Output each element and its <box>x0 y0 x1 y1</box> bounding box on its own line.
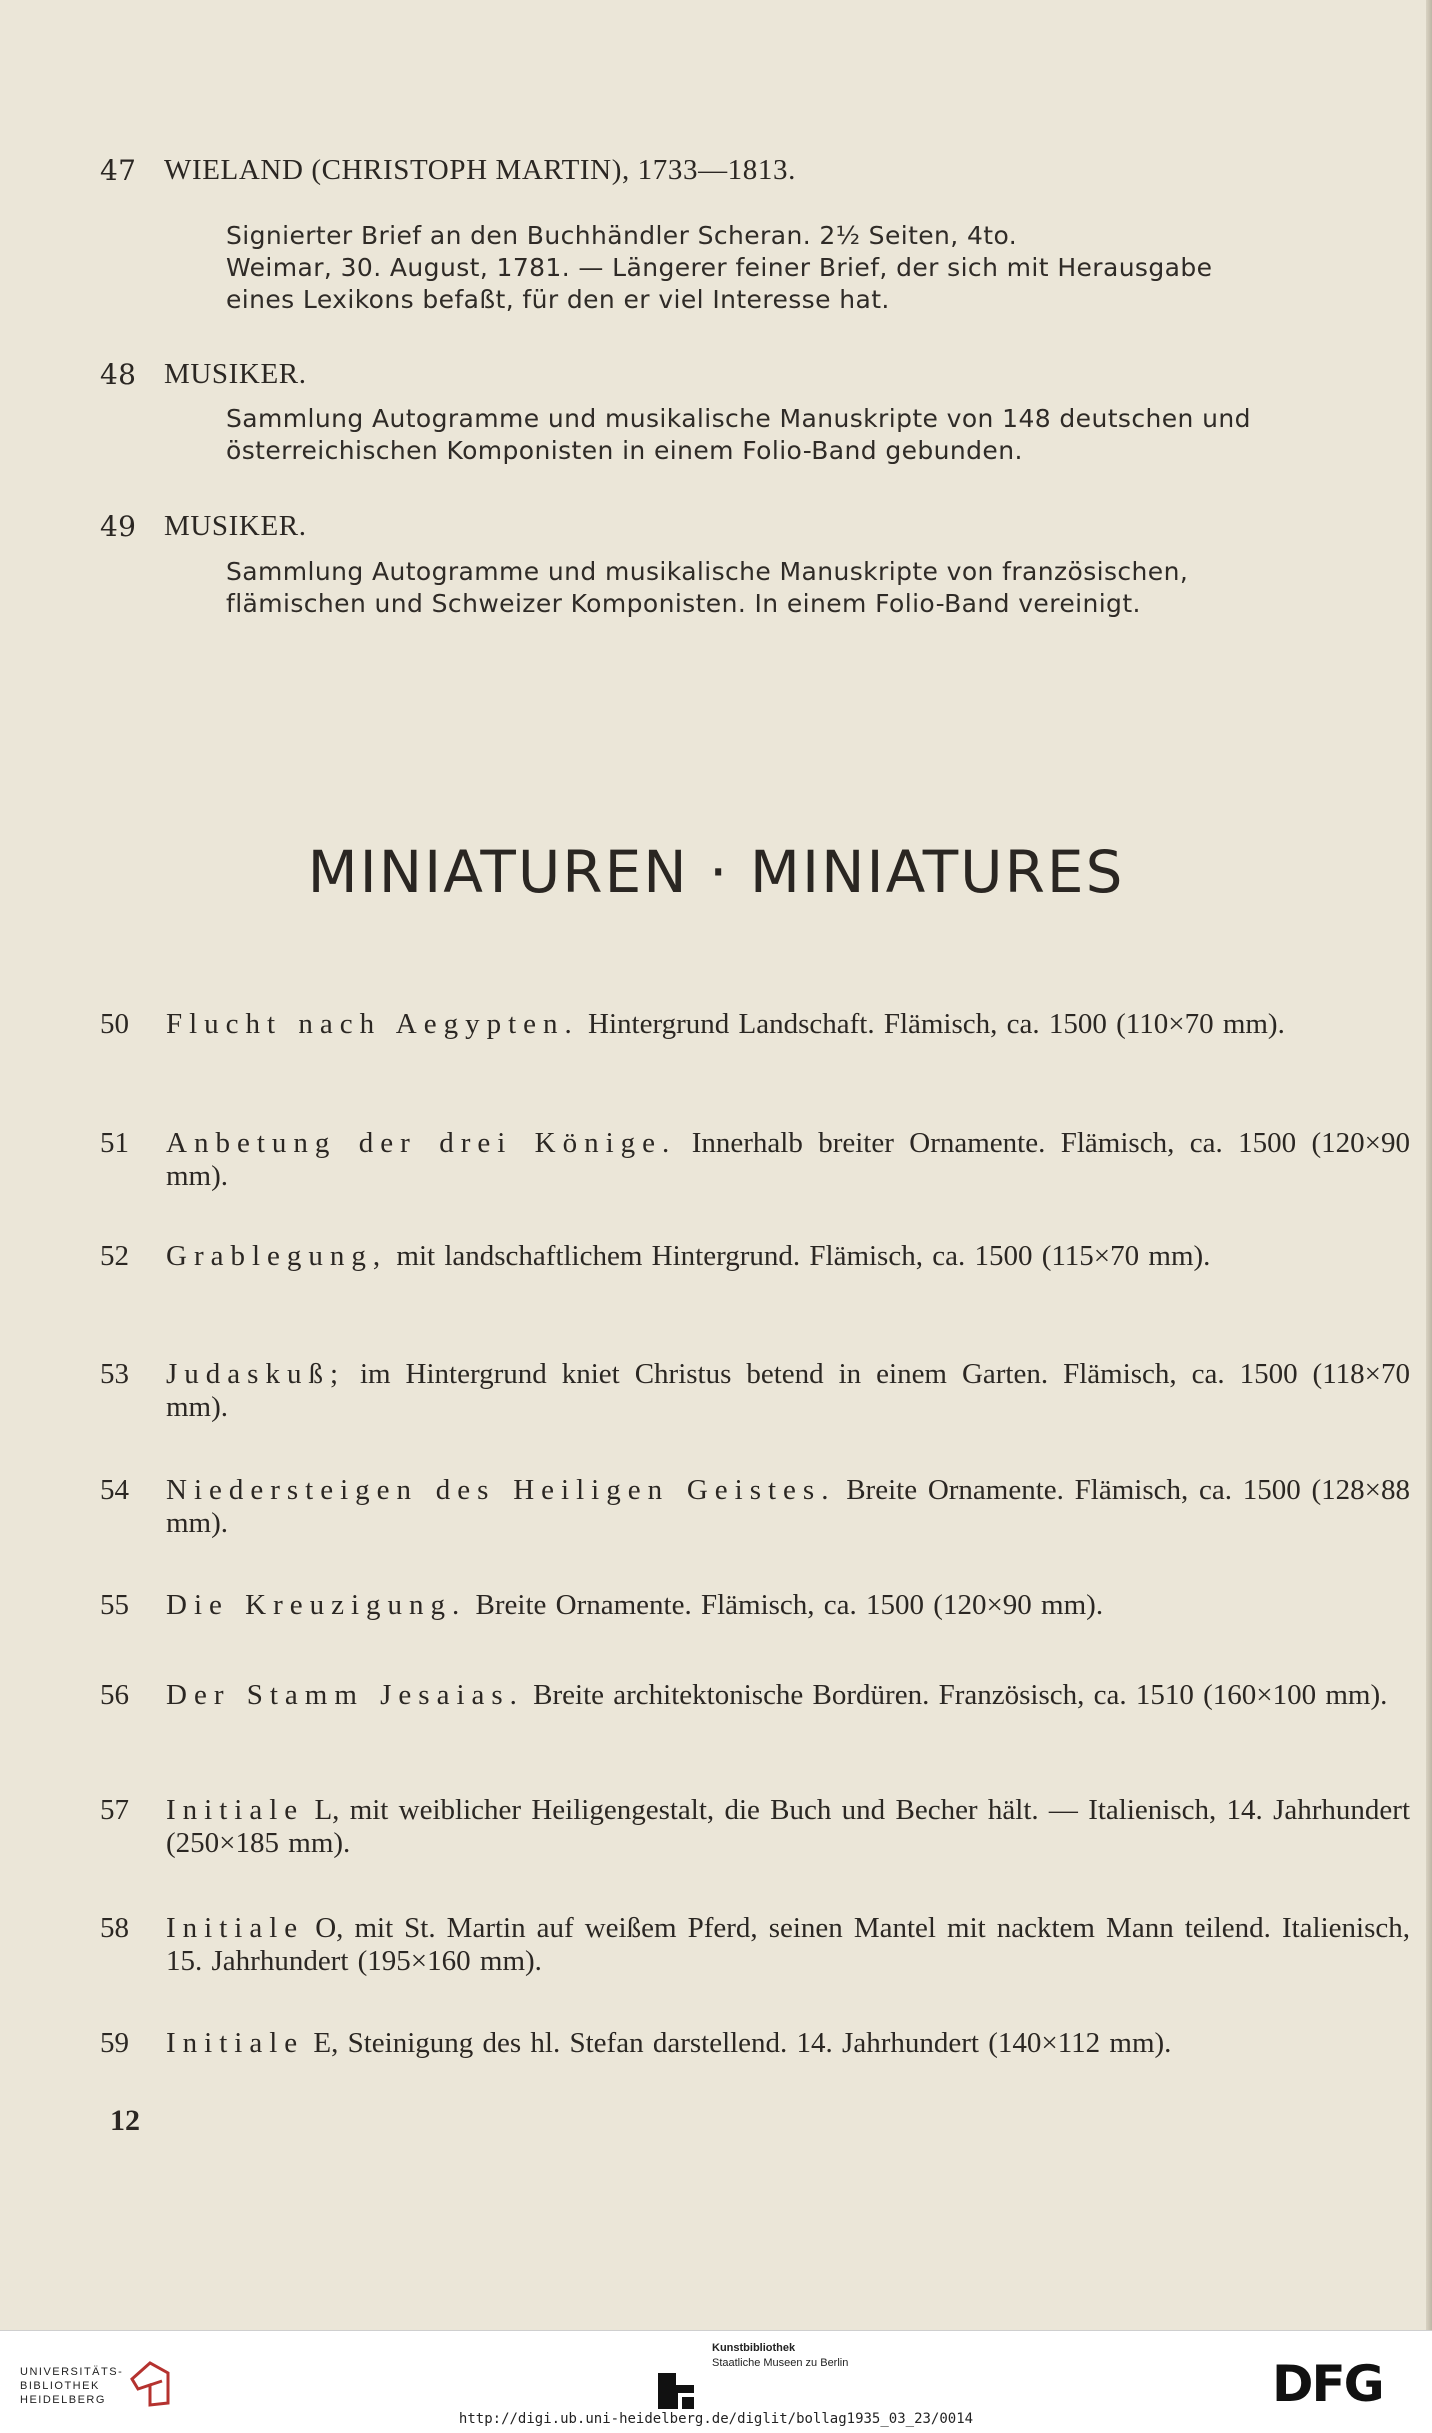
entry-title: Niedersteigen des Heiligen Geistes. <box>166 1474 836 1506</box>
entry-description: O, mit St. Martin auf weißem Pferd, seinen Mantel mit nacktem Mann teilend. Italienisch, 15. Jahrhundert (195×160 mm). <box>166 1912 1411 1977</box>
entry-description: Breite Ornamente. Flämisch, ca. 1500 (120×90 mm). <box>475 1589 1104 1621</box>
library-line: HEIDELBERG <box>20 2394 106 2406</box>
entry-heading-name: MUSIKER. <box>164 358 307 390</box>
entry-text <box>166 1912 1410 1978</box>
entry-text <box>166 1794 1410 1860</box>
description-line: eines Lexikons befaßt, für den er viel Interesse hat. <box>226 285 890 314</box>
kb-title: Kunstbibliothek <box>712 2342 796 2354</box>
kunstbibliothek-logo-icon <box>656 2371 700 2415</box>
entry-number: 53 <box>100 1358 129 1390</box>
section-title: MINIATUREN · MINIATURES <box>307 838 1125 906</box>
entry-title: Anbetung der drei Könige. <box>166 1127 677 1159</box>
entry-text <box>166 1008 1410 1041</box>
entry-number: 58 <box>100 1912 129 1944</box>
entry-number: 59 <box>100 2027 129 2059</box>
entry-text <box>166 1127 1410 1193</box>
entry-description: Breite architektonische Bordüren. Französisch, ca. 1510 (160×100 mm). <box>533 1679 1388 1711</box>
entry-number: 54 <box>100 1474 129 1506</box>
entry-text <box>166 2027 1410 2060</box>
entry-title: Initiale <box>166 1794 305 1826</box>
entry-description: Breite Ornamente. Flämisch, ca. 1500 (128×88 mm). <box>166 1474 1411 1539</box>
university-library-label <box>20 2365 123 2407</box>
entry-description: Innerhalb breiter Ornamente. Flämisch, ca. 1500 (120×90 mm). <box>166 1127 1411 1192</box>
entry-description <box>226 556 1396 620</box>
library-line: UNIVERSITÄTS- <box>20 2366 124 2378</box>
page-edge <box>1426 0 1432 2330</box>
entry-description: im Hintergrund kniet Christus betend in einem Garten. Flämisch, ca. 1500 (118×70 mm). <box>166 1358 1410 1423</box>
dfg-logo: DFG <box>1272 2355 1383 2413</box>
entry-heading <box>164 510 307 543</box>
description-line: flämischen und Schweizer Komponisten. In einem Folio-Band vereinigt. <box>226 589 1141 618</box>
footer-bar <box>0 2330 1432 2433</box>
kunstbibliothek-label <box>712 2341 848 2371</box>
entry-text <box>166 1474 1410 1540</box>
entry-number: 49 <box>100 510 137 543</box>
entry-heading <box>164 154 796 187</box>
university-logo-icon <box>128 2359 172 2413</box>
description-line: Signierter Brief an den Buchhändler Scheran. 2½ Seiten, 4to. <box>226 221 1018 250</box>
permalink-url[interactable]: http://digi.ub.uni-heidelberg.de/diglit/bollag1935_03_23/0014 <box>458 2411 974 2427</box>
entry-description: Hintergrund Landschaft. Flämisch, ca. 1500 (110×70 mm). <box>588 1008 1285 1040</box>
entry-description: L, mit weiblicher Heiligengestalt, die Buch und Becher hält. — Italienisch, 14. Jahrhundert (250×185 mm). <box>166 1794 1410 1859</box>
entry-number: 56 <box>100 1679 129 1711</box>
entry-description <box>226 403 1396 467</box>
page-number: 12 <box>110 2104 140 2137</box>
entry-heading-name: WIELAND <box>164 154 304 186</box>
entry-text <box>166 1240 1410 1273</box>
entry-title: Die Kreuzigung. <box>166 1589 467 1621</box>
entry-title: Initiale <box>166 2027 305 2059</box>
description-line: Sammlung Autogramme und musikalische Manuskripte von 148 deutschen und <box>226 404 1251 433</box>
entry-text <box>166 1358 1410 1424</box>
entry-heading-name: MUSIKER. <box>164 510 307 542</box>
entry-number: 57 <box>100 1794 129 1826</box>
entry-title: Judaskuß; <box>166 1358 345 1390</box>
entry-number: 50 <box>100 1008 129 1040</box>
entry-title: Der Stamm Jesaias. <box>166 1679 524 1711</box>
entry-title: Grablegung, <box>166 1240 388 1272</box>
entry-description: E, Steinigung des hl. Stefan darstellend. 14. Jahrhundert (140×112 mm). <box>313 2027 1172 2059</box>
entry-number: 48 <box>100 358 137 391</box>
entry-number: 51 <box>100 1127 129 1159</box>
entry-text <box>166 1589 1410 1622</box>
description-line: österreichischen Komponisten in einem Folio-Band gebunden. <box>226 436 1023 465</box>
description-line: Sammlung Autogramme und musikalische Manuskripte von französischen, <box>226 557 1189 586</box>
entry-title: Flucht nach Aegypten. <box>166 1008 579 1040</box>
entry-title: Initiale <box>166 1912 305 1944</box>
kb-subtitle: Staatliche Museen zu Berlin <box>712 2357 849 2369</box>
entry-heading <box>164 358 307 391</box>
entry-description: mit landschaftlichem Hintergrund. Flämisch, ca. 1500 (115×70 mm). <box>396 1240 1211 1272</box>
library-line: BIBLIOTHEK <box>20 2380 100 2392</box>
entry-text <box>166 1679 1410 1712</box>
entry-heading-rest: (CHRISTOPH MARTIN), 1733—1813. <box>303 154 796 186</box>
description-line: Weimar, 30. August, 1781. — Längerer feiner Brief, der sich mit Herausgabe <box>226 253 1213 282</box>
entry-number: 55 <box>100 1589 129 1621</box>
entry-number: 52 <box>100 1240 129 1272</box>
entry-description <box>226 220 1396 316</box>
entry-number: 47 <box>100 154 137 187</box>
